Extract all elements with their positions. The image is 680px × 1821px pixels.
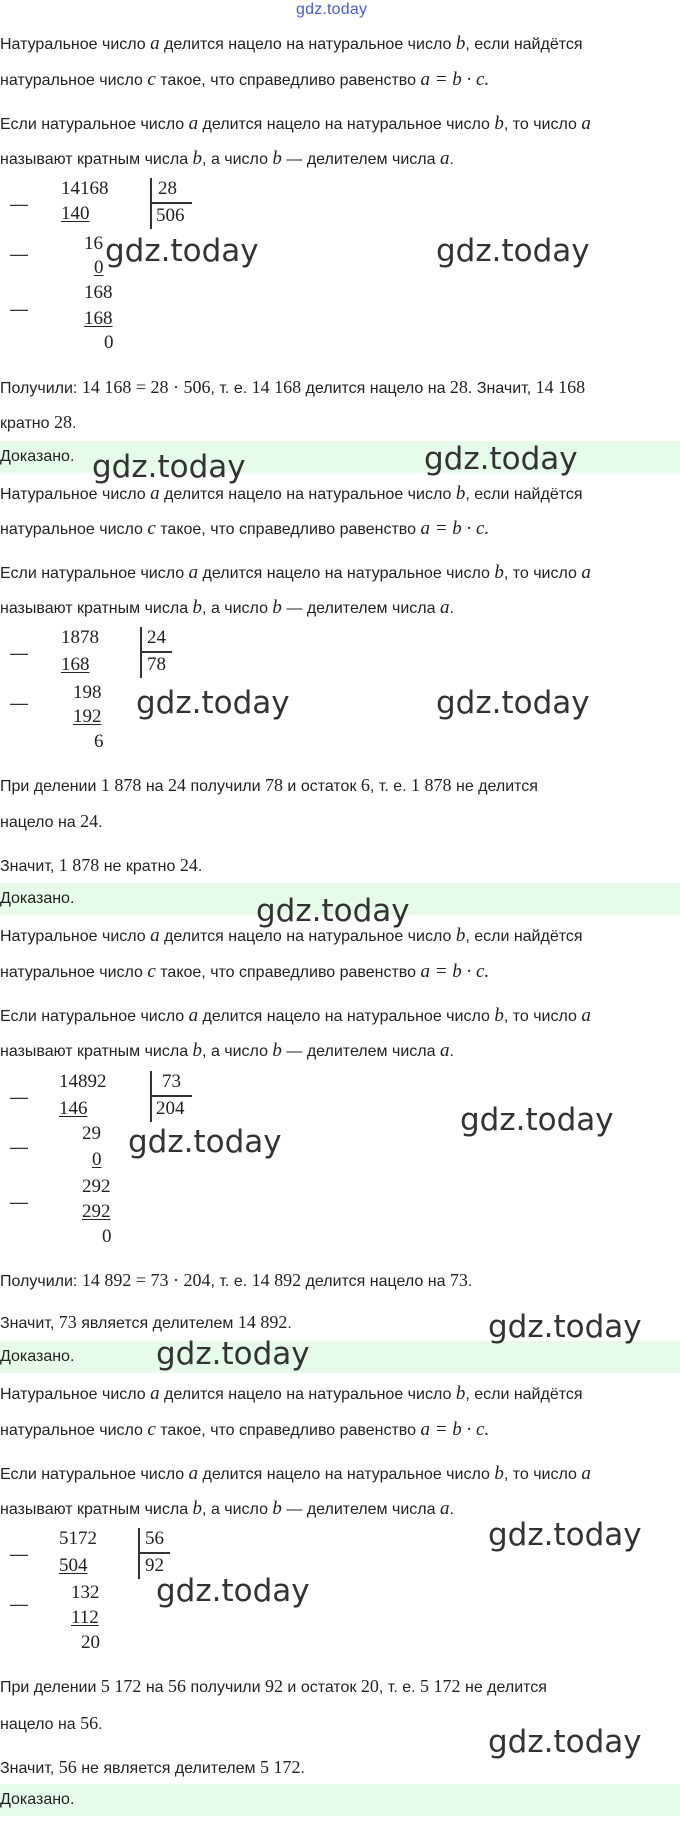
definition-line-2 [0,519,489,540]
divisor: 56 [145,1528,164,1549]
watermark: gdz.today [256,893,410,929]
var-c: c [147,961,156,982]
text: Значит, [0,858,59,875]
subtrahend: 146 [59,1098,88,1119]
watermark: gdz.today [156,1336,310,1372]
text: не кратно [99,858,180,875]
text: При делении [0,1679,101,1696]
text: . [287,1315,292,1332]
text: Если натуральное число [0,1008,189,1025]
watermark: gdz.today [128,1124,282,1160]
number: 5 172 [420,1676,461,1696]
equation: a = b · c. [420,69,490,90]
number: 73 [58,1312,77,1332]
text: — делителем числа [281,600,440,617]
definition-line-4 [0,1499,454,1520]
watermark: gdz.today [460,1102,614,1138]
definition-line-4 [0,1041,454,1062]
number: 14 892 [251,1270,302,1290]
proved-bar [0,1341,680,1373]
text: , т. е. [210,1273,252,1290]
var-b: b [494,1463,504,1484]
division-bar [140,627,142,678]
division-line [142,651,172,653]
proved-label: Доказано. [0,1791,75,1808]
number: 28 [449,377,468,397]
text: Натуральное число [0,928,151,945]
text: Получили: [0,1273,82,1290]
result-line-1 [0,775,538,797]
text: Если натуральное число [0,1466,189,1483]
var-a: a [188,113,199,134]
minus-sign: — [10,1192,28,1212]
var-b: b [494,562,504,583]
minus-sign: — [10,244,28,264]
definition-line-1 [0,484,583,505]
definition-line-1 [0,926,583,947]
text: делится нацело на натуральное число [198,1008,495,1025]
text: называют кратным числа [0,1043,193,1060]
division-line [152,202,192,204]
number: 14 892 [237,1312,288,1332]
subtrahend: 504 [59,1555,88,1576]
var-a: a [188,1463,199,1484]
text: не является делителем [76,1760,260,1777]
subtrahend: 168 [61,654,90,675]
quotient: 204 [156,1098,185,1119]
var-c: c [147,1419,156,1440]
text: на [141,778,168,795]
var-c: c [147,69,156,90]
definition-line-3 [0,1464,591,1485]
text: делится нацело на натуральное число [159,1386,456,1403]
text: и остаток [282,1679,361,1696]
text: не делится [460,1679,547,1696]
var-b: b [272,148,282,169]
var-b: b [192,1040,203,1061]
text: . [300,1760,305,1777]
subtrahend: 168 [84,308,113,329]
text: натуральное число [0,964,148,981]
text: . Значит, [467,380,536,397]
proved-label: Доказано. [0,1348,75,1365]
text: Получили: [0,380,82,397]
var-c: c [147,518,156,539]
divisor: 24 [147,627,166,648]
text: . [449,1043,454,1060]
text: , то число [503,1466,582,1483]
text: делится нацело на натуральное число [198,565,495,582]
var-b: b [272,1498,282,1519]
number: 24 [80,811,99,831]
minus-sign: — [10,1544,28,1564]
number: 28 [53,412,72,432]
division-bar [150,178,152,229]
number: 14 168 [535,377,586,397]
text: , т. е. [369,778,412,795]
text: такое, что справедливо равенство [155,1422,421,1439]
division-line [140,1552,170,1554]
var-b: b [494,113,504,134]
subtrahend: 112 [71,1607,99,1628]
text: . [449,600,454,617]
var-a: a [439,1040,450,1061]
text: является делителем [76,1315,238,1332]
number: 92 [264,1676,283,1696]
text: , а число [202,1501,273,1518]
subtrahend: 0 [94,257,104,278]
watermark: gdz.today [488,1309,642,1345]
definition-line-1 [0,1384,583,1405]
var-b: b [192,1498,203,1519]
var-a: a [150,483,160,504]
text: , т. е. [210,380,252,397]
minus-sign: — [10,299,28,319]
minus-sign: — [10,643,28,663]
text: — делителем числа [281,151,440,168]
watermark: gdz.today [436,233,590,269]
definition-line-1 [0,34,583,55]
var-a: a [188,1005,199,1026]
text: Значит, [0,1760,59,1777]
text: , если найдётся [465,1386,583,1403]
text: делится нацело на натуральное число [198,116,495,133]
text: нацело на [0,814,81,831]
number: 24 [168,775,186,795]
var-a: a [581,562,591,583]
remainder: 198 [73,682,102,703]
var-b: b [455,1383,466,1404]
text: делится нацело на натуральное число [159,486,456,503]
text: , то число [503,565,582,582]
watermark: gdz.today [105,233,259,269]
dividend: 5172 [59,1528,97,1549]
text: и остаток [282,778,361,795]
proved-label: Доказано. [0,890,75,907]
remainder: 132 [71,1582,100,1603]
text: не делится [451,778,538,795]
var-b: b [272,597,282,618]
math: 14 168 = 28 · 506 [81,377,211,397]
watermark: gdz.today [92,449,246,485]
text: на [141,1679,168,1696]
text: Натуральное число [0,486,151,503]
definition-line-3 [0,114,591,135]
division-line [152,1095,192,1097]
text: — делителем числа [281,1501,440,1518]
dividend: 14892 [59,1071,107,1092]
final-remainder: 20 [81,1632,100,1653]
var-a: a [150,925,160,946]
equation: a = b · c. [420,518,490,539]
final-remainder: 0 [104,332,114,353]
var-a: a [581,1463,591,1484]
site-logo-text: gdz.today [296,1,368,18]
var-b: b [455,483,466,504]
text: — делителем числа [281,1043,440,1060]
watermark: gdz.today [136,685,290,721]
var-a: a [188,562,199,583]
var-a: a [150,33,160,54]
var-b: b [192,597,203,618]
minus-sign: — [10,693,28,713]
subtrahend: 0 [92,1149,102,1170]
text: делится нацело на натуральное число [159,36,456,53]
dividend: 14168 [61,178,109,199]
remainder: 292 [82,1176,111,1197]
minus-sign: — [10,1137,28,1157]
text: делится нацело на натуральное число [198,1466,495,1483]
text: натуральное число [0,1422,148,1439]
watermark: gdz.today [488,1724,642,1760]
number: 56 [58,1757,77,1777]
text: делится нацело на [301,1273,450,1290]
text: получили [186,778,265,795]
number: 5 172 [259,1757,301,1777]
text: , если найдётся [465,486,583,503]
text: делится нацело на натуральное число [159,928,456,945]
text: , а число [202,151,273,168]
text: такое, что справедливо равенство [155,521,421,538]
text: . [467,1273,473,1290]
long-division-3 [0,1071,200,1251]
quotient: 78 [147,654,166,675]
text: , а число [202,1043,273,1060]
text: , то число [503,1008,582,1025]
result-line-1 [0,1676,547,1698]
minus-sign: — [10,1594,28,1614]
divisor: 73 [162,1071,181,1092]
subtrahend: 140 [61,203,90,224]
text: делится нацело на [301,380,450,397]
text: , то число [503,116,582,133]
text: Значит, [0,1315,59,1332]
number: 1 878 [58,855,100,875]
conclusion-line [0,1757,305,1779]
var-a: a [581,113,591,134]
text: называют кратным числа [0,600,193,617]
minus-sign: — [10,1087,28,1107]
text: , если найдётся [465,928,583,945]
subtrahend: 292 [82,1201,111,1222]
result-line-2 [0,412,76,434]
var-a: a [439,597,450,618]
text: натуральное число [0,521,148,538]
text: , если найдётся [465,36,583,53]
minus-sign: — [10,194,28,214]
dividend: 1878 [61,627,99,648]
text: нацело на [0,1716,81,1733]
text: Натуральное число [0,1386,151,1403]
var-b: b [494,1005,504,1026]
definition-line-4 [0,598,454,619]
text: получили [186,1679,265,1696]
var-a: a [439,1498,450,1519]
equation: a = b · c. [420,1419,490,1440]
result-line-2 [0,811,103,833]
text: кратно [0,415,54,432]
watermark: gdz.today [424,441,578,477]
definition-line-2 [0,962,489,983]
text: Если натуральное число [0,565,189,582]
math: 14 892 = 73 · 204 [81,1270,211,1290]
number: 20 [360,1676,379,1696]
result-line-2 [0,1713,103,1735]
result-line-1 [0,1270,472,1292]
subtrahend: 192 [73,706,102,727]
quotient: 506 [156,205,185,226]
definition-line-4 [0,149,454,170]
number: 6 [360,775,370,795]
text: такое, что справедливо равенство [155,964,421,981]
final-remainder: 6 [94,731,104,752]
result-line-1 [0,377,585,399]
var-a: a [581,1005,591,1026]
conclusion-line [0,1312,292,1334]
text: . [449,1501,454,1518]
text: Натуральное число [0,36,151,53]
text: . [197,858,203,875]
var-a: a [150,1383,160,1404]
watermark: gdz.today [436,685,590,721]
var-b: b [272,1040,282,1061]
number: 5 172 [100,1676,142,1696]
watermark: gdz.today [156,1573,310,1609]
quotient: 92 [145,1555,164,1576]
var-b: b [192,148,203,169]
text: называют кратным числа [0,151,193,168]
text: Если натуральное число [0,116,189,133]
number: 73 [449,1270,468,1290]
remainder: 29 [82,1123,101,1144]
number: 14 168 [251,377,302,397]
division-bar [138,1528,140,1579]
number: 24 [179,855,198,875]
remainder: 16 [84,233,103,254]
text: называют кратным числа [0,1501,193,1518]
text: . [98,1716,103,1733]
divisor: 28 [158,178,177,199]
text: , а число [202,600,273,617]
definition-line-2 [0,70,489,91]
final-remainder: 0 [102,1226,112,1247]
number: 78 [264,775,283,795]
var-b: b [455,33,466,54]
text: . [71,415,77,432]
equation: a = b · c. [420,961,490,982]
proved-bar [0,1784,680,1816]
var-b: b [455,925,466,946]
division-bar [150,1071,152,1122]
number: 56 [168,1676,186,1696]
definition-line-3 [0,1006,591,1027]
text: . [449,151,454,168]
var-a: a [439,148,450,169]
number: 1 878 [100,775,142,795]
definition-line-2 [0,1420,489,1441]
watermark: gdz.today [488,1517,642,1553]
definition-line-3 [0,563,591,584]
conclusion-line [0,855,202,877]
text: такое, что справедливо равенство [155,72,421,89]
number: 56 [80,1713,99,1733]
proved-label: Доказано. [0,448,75,465]
text: , т. е. [378,1679,421,1696]
number: 1 878 [411,775,452,795]
text: При делении [0,778,101,795]
text: натуральное число [0,72,148,89]
remainder: 168 [84,282,113,303]
text: . [98,814,103,831]
